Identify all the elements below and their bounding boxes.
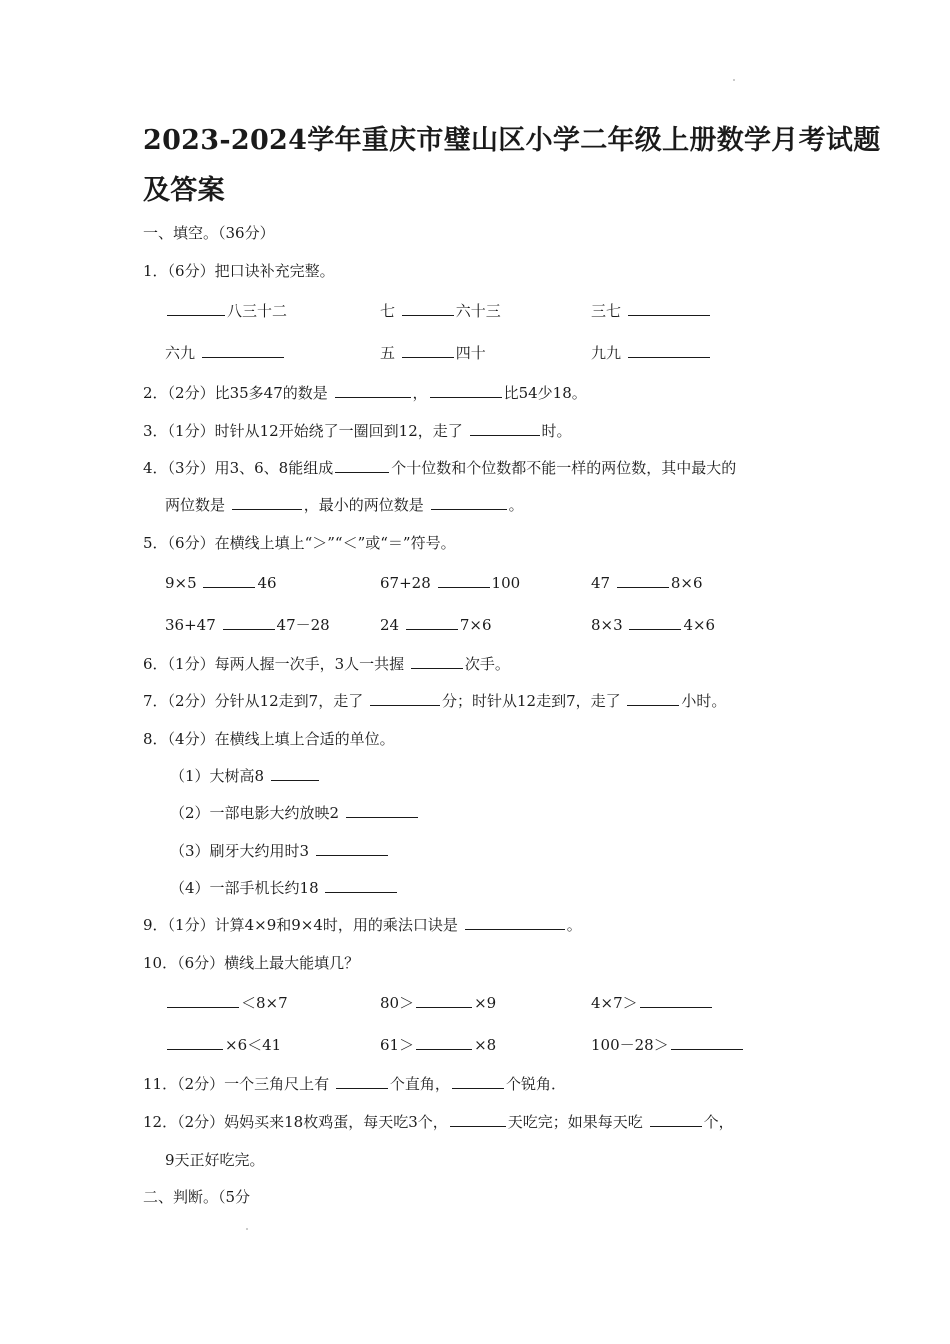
q5-item-4: 36+47 47－28 [165,616,330,634]
q1-item-4: 六九 [165,342,286,364]
q10-item-6: 100－28＞ [591,1034,745,1056]
answer-blank[interactable] [336,1073,388,1089]
section-1-heading: 一、填空。（36分） [143,224,275,242]
answer-blank[interactable] [223,614,275,630]
answer-blank[interactable] [438,572,490,588]
answer-blank[interactable] [271,765,319,781]
q10-item-1: ＜8×7 [165,992,288,1014]
answer-blank[interactable] [325,877,397,893]
doc-title-line2: 及答案 [143,175,225,206]
q1-item-1: 八三十二 [165,300,287,322]
question-7: 7．（2分）分针从12走到7，走了 分；时针从12走到7，走了 小时。 [143,692,727,710]
question-1: 1．（6分）把口诀补充完整。 [143,262,335,280]
answer-blank[interactable] [627,690,679,706]
q1-item-6: 九九 [591,342,712,364]
answer-blank[interactable] [346,802,418,818]
answer-blank[interactable] [335,457,389,473]
answer-blank[interactable] [167,300,225,316]
q1-item-2: 七 六十三 [380,302,501,320]
question-10: 10．（6分）横线上最大能填几？ [143,954,360,972]
q8-item-2: （2）一部电影大约放映2 [170,802,420,824]
answer-blank[interactable] [617,572,669,588]
scan-dot [733,79,735,81]
q5-item-6: 8×3 4×6 [591,616,716,634]
section-2-heading: 二、判断。（5分 [143,1188,251,1206]
question-8: 8．（4分）在横线上填上合适的单位。 [143,730,395,748]
answer-blank[interactable] [629,614,681,630]
answer-blank[interactable] [628,342,710,358]
question-12: 12．（2分）妈妈买来18枚鸡蛋，每天吃3个， 天吃完；如果每天吃 个， [143,1113,734,1131]
answer-blank[interactable] [402,342,454,358]
q10-item-2: 80＞ ×9 [380,994,497,1012]
q1-item-5: 五 四十 [380,344,486,362]
answer-blank[interactable] [640,992,712,1008]
question-9: 9．（1分）计算4×9和9×4时，用的乘法口诀是 。 [143,916,582,934]
answer-blank[interactable] [671,1034,743,1050]
question-6: 6．（1分）每两人握一次手，3人一共握 次手。 [143,655,510,673]
q5-item-2: 67+28 100 [380,574,521,592]
question-2: 2．（2分）比35多47的数是 ， 比54少18。 [143,384,587,402]
scan-dot [246,1228,248,1230]
q10-item-3: 4×7＞ [591,992,714,1014]
q8-item-4: （4）一部手机长约18 [170,877,399,899]
answer-blank[interactable] [450,1111,506,1127]
answer-blank[interactable] [430,382,502,398]
answer-blank[interactable] [167,992,239,1008]
q5-item-1: 9×5 46 [165,574,277,592]
q5-item-5: 24 7×6 [380,616,492,634]
answer-blank[interactable] [232,494,302,510]
answer-blank[interactable] [370,690,440,706]
answer-blank[interactable] [416,992,472,1008]
answer-blank[interactable] [431,494,507,510]
answer-blank[interactable] [203,572,255,588]
answer-blank[interactable] [452,1073,504,1089]
answer-blank[interactable] [465,914,565,930]
question-3: 3．（1分）时针从12开始绕了一圈回到12，走了 时。 [143,422,572,440]
question-11: 11．（2分）一个三角尺上有 个直角， 个锐角． [143,1075,566,1093]
answer-blank[interactable] [411,653,463,669]
question-5: 5．（6分）在横线上填上“＞”“＜”或“＝”符号。 [143,534,456,552]
q5-item-3: 47 8×6 [591,574,703,592]
question-4: 4．（3分）用3、6、8能组成 个十位数和个位数都不能一样的两位数，其中最大的 [143,459,737,477]
q10-item-5: 61＞ ×8 [380,1036,497,1054]
answer-blank[interactable] [167,1034,223,1050]
answer-blank[interactable] [416,1034,472,1050]
question-4-cont: 两位数是 ，最小的两位数是 。 [165,496,524,514]
answer-blank[interactable] [406,614,458,630]
q1-item-3: 三七 [591,300,712,322]
answer-blank[interactable] [335,382,411,398]
q10-item-4: ×6＜41 [165,1034,281,1056]
question-12-cont: 9天正好吃完。 [165,1151,265,1169]
answer-blank[interactable] [470,420,540,436]
answer-blank[interactable] [202,342,284,358]
answer-blank[interactable] [402,300,454,316]
answer-blank[interactable] [316,840,388,856]
q8-item-1: （1）大树高8 [170,765,321,787]
answer-blank[interactable] [650,1111,702,1127]
answer-blank[interactable] [628,300,710,316]
q8-item-3: （3）刷牙大约用时3 [170,840,390,862]
doc-title-line1: 2023-2024学年重庆市璧山区小学二年级上册数学月考试题 [143,125,881,156]
